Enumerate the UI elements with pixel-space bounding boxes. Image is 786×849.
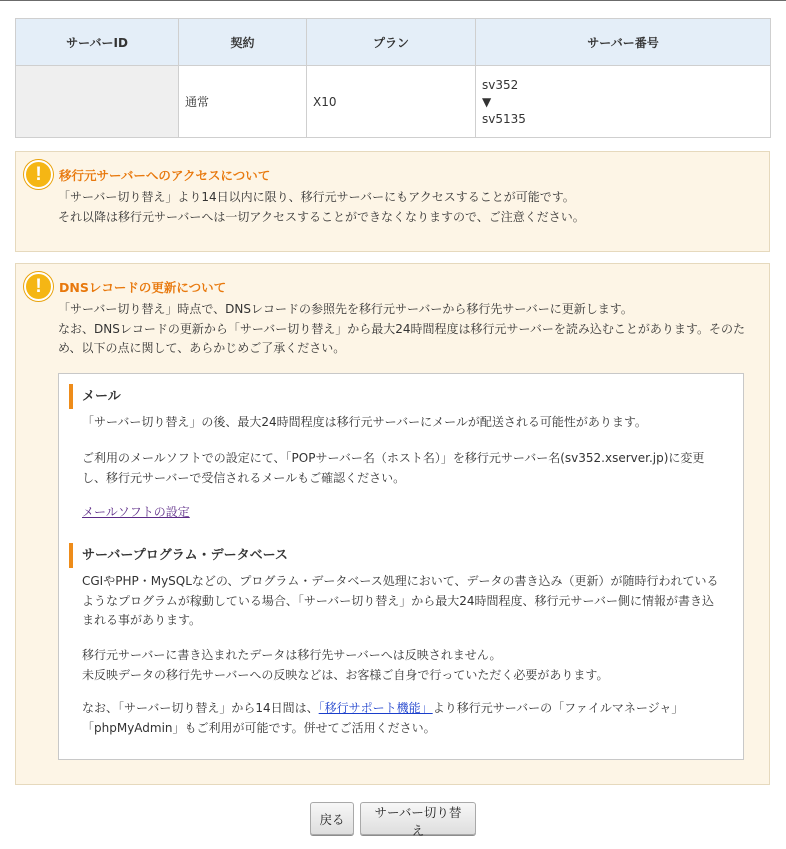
notice-access-text — [58, 188, 745, 227]
program-text-2 — [82, 646, 723, 685]
program-text-2-line: 移行元サーバーに書き込まれたデータは移行先サーバーへは反映されません。 — [82, 648, 502, 662]
notice-dns-text — [58, 300, 745, 359]
program-text-2-line: 未反映データの移行先サーバーへの反映などは、お客様ご自身で行っていただく必要があります。 — [82, 667, 609, 682]
mail-link-row — [82, 503, 723, 523]
cell-server-number — [476, 66, 771, 138]
details-panel — [58, 373, 744, 760]
header-plan: プラン — [307, 19, 476, 66]
notice-dns — [15, 263, 770, 785]
program-heading: サーバープログラム・データベース — [69, 543, 288, 568]
server-table — [15, 18, 771, 138]
migration-support-link[interactable]: 「移行サポート機能」 — [318, 701, 433, 715]
table-header-row — [16, 19, 771, 66]
warning-icon: ! — [24, 160, 53, 189]
cell-plan: X10 — [307, 66, 476, 138]
program-text-3-after: より移行元サーバーの「ファイルマネージャ」「phpMyAdmin」もご利用が可能です。併せてご活用ください。 — [82, 701, 684, 735]
notice-access-line: それ以降は移行元サーバーへは一切アクセスすることができなくなりますので、ご注意ください。 — [58, 209, 585, 224]
notice-dns-line: 「サーバー切り替え」時点で、DNSレコードの参照先を移行元サーバーから移行先サーバーに更新します。 — [58, 302, 633, 316]
notice-dns-title: DNSレコードの更新について — [59, 280, 227, 295]
mail-heading: メール — [69, 384, 121, 409]
mail-settings-link[interactable]: メールソフトの設定 — [82, 505, 190, 519]
notice-access-line: 「サーバー切り替え」より14日以内に限り、移行元サーバーにもアクセスすることが可能です。 — [58, 190, 575, 204]
mail-text-2: ご利用のメールソフトでの設定にて、「POPサーバー名（ホスト名）」を移行元サーバー名(sv352.xserver.jp)に変更し、移行元サーバーで受信されるメールもご確認ください。 — [82, 451, 705, 485]
table-row — [16, 66, 771, 138]
notice-access — [15, 151, 770, 252]
warning-icon: ! — [24, 272, 53, 301]
header-server-id: サーバーID — [16, 19, 179, 66]
program-text-3-before: なお、「サーバー切り替え」から14日間は、 — [82, 701, 319, 715]
header-contract: 契約 — [179, 19, 307, 66]
notice-access-title: 移行元サーバーへのアクセスについて — [59, 168, 271, 183]
program-text-1: CGIやPHP・MySQLなどの、プログラム・データベース処理において、データの書き込み（更新）が随時行われているようなプログラムが稼動している場合、「サーバー切り替え」から最大24時間程度、移行元サーバー側に情報が書き込まれる事があります。 — [82, 574, 719, 627]
back-button[interactable]: 戻る — [310, 802, 354, 835]
mail-text-1: 「サーバー切り替え」の後、最大24時間程度は移行元サーバーにメールが配送される可能性があります。 — [82, 415, 647, 429]
arrow-down-icon: ▼ — [482, 95, 492, 109]
server-from: sv352 — [482, 78, 519, 92]
server-switch-button[interactable]: サーバー切り替え — [360, 802, 476, 835]
cell-contract: 通常 — [179, 66, 307, 138]
notice-dns-line: なお、DNSレコードの更新から「サーバー切り替え」から最大24時間程度は移行元サーバーを読み込むことがあります。そのため、以下の点に関して、あらかじめご了承ください。 — [58, 321, 745, 355]
program-text-3 — [82, 699, 723, 738]
header-server-number: サーバー番号 — [476, 19, 771, 66]
top-divider — [0, 0, 786, 1]
cell-server-id — [16, 66, 179, 138]
server-to: sv5135 — [482, 112, 526, 126]
